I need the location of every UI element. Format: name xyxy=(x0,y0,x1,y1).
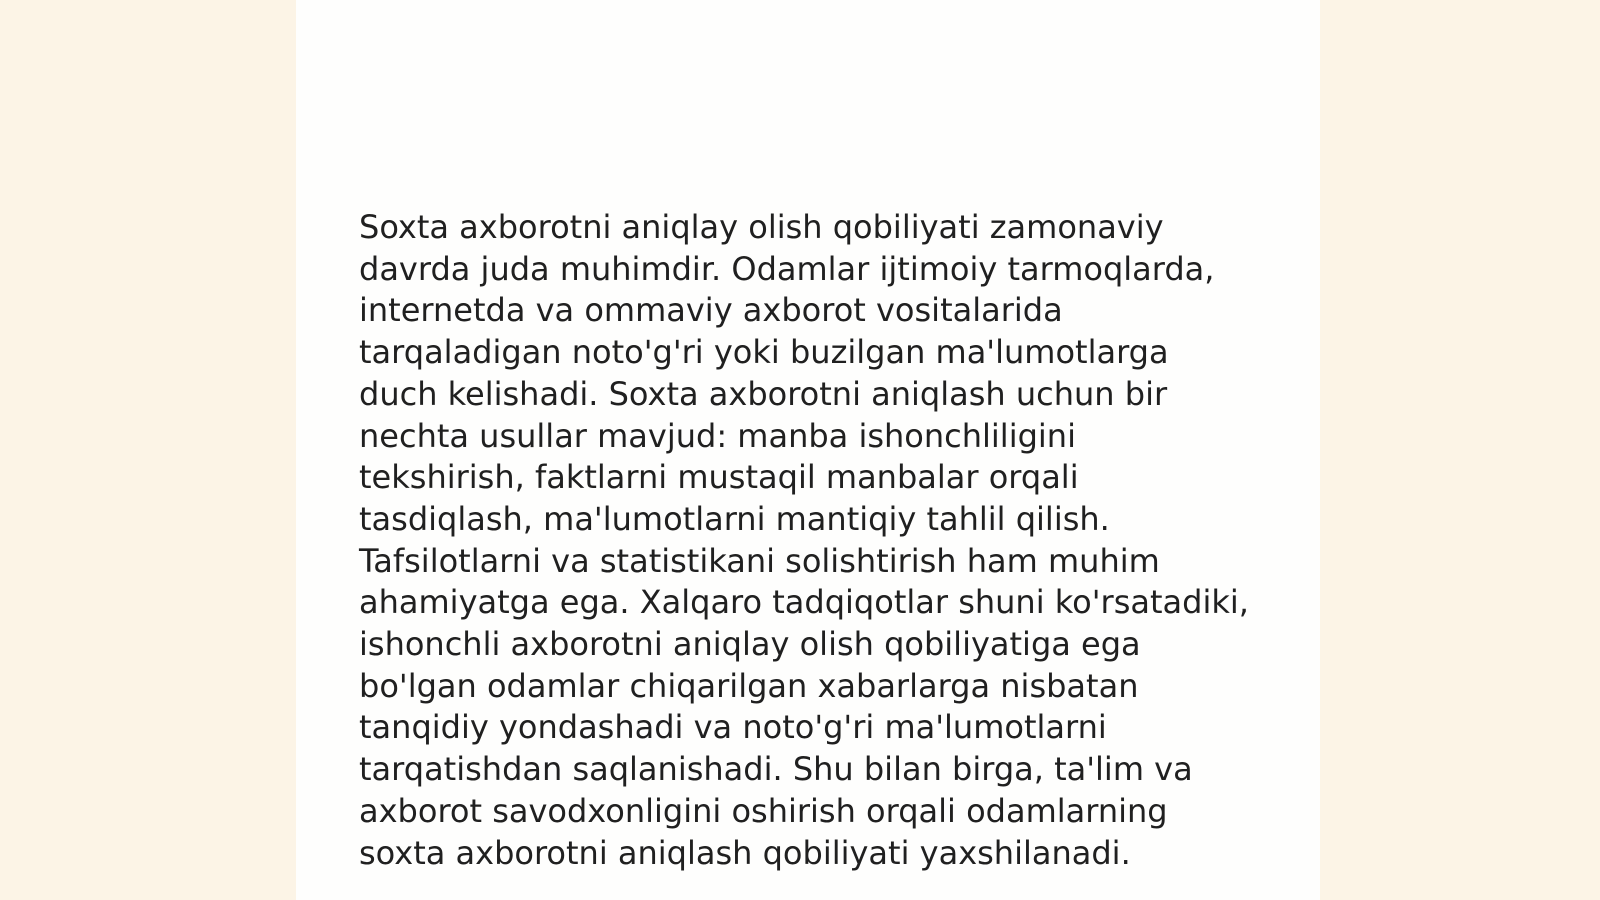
document-page xyxy=(296,0,1320,900)
body-paragraph: Soxta axborotni aniqlay olish qobiliyati zamonaviy davrda juda muhimdir. Odamlar ijtimoiy tarmoqlarda, internetda va ommaviy axborot vositalarida tarqaladigan noto'g'ri yoki buzilgan ma'lumotlarga duch kelishadi. Soxta axborotni aniqlash uchun bir nechta usullar mavjud: manba ishonchliligini tekshirish, faktlarni mustaqil manbalar orqali tasdiqlash, ma'lumotlarni mantiqiy tahlil qilish. Tafsilotlarni va statistikani solishtirish ham muhim ahamiyatga ega. Xalqaro tadqiqotlar shuni ko'rsatadiki, ishonchli axborotni aniqlay olish qobiliyatiga ega bo'lgan odamlar chiqarilgan xabarlarga nisbatan tanqidiy yondashadi va noto'g'ri ma'lumotlarni tarqatishdan saqlanishadi. Shu bilan birga, ta'lim va axborot savodxonligini oshirish orqali odamlarning soxta axborotni aniqlash qobiliyati yaxshilanadi. xyxy=(359,208,1249,872)
